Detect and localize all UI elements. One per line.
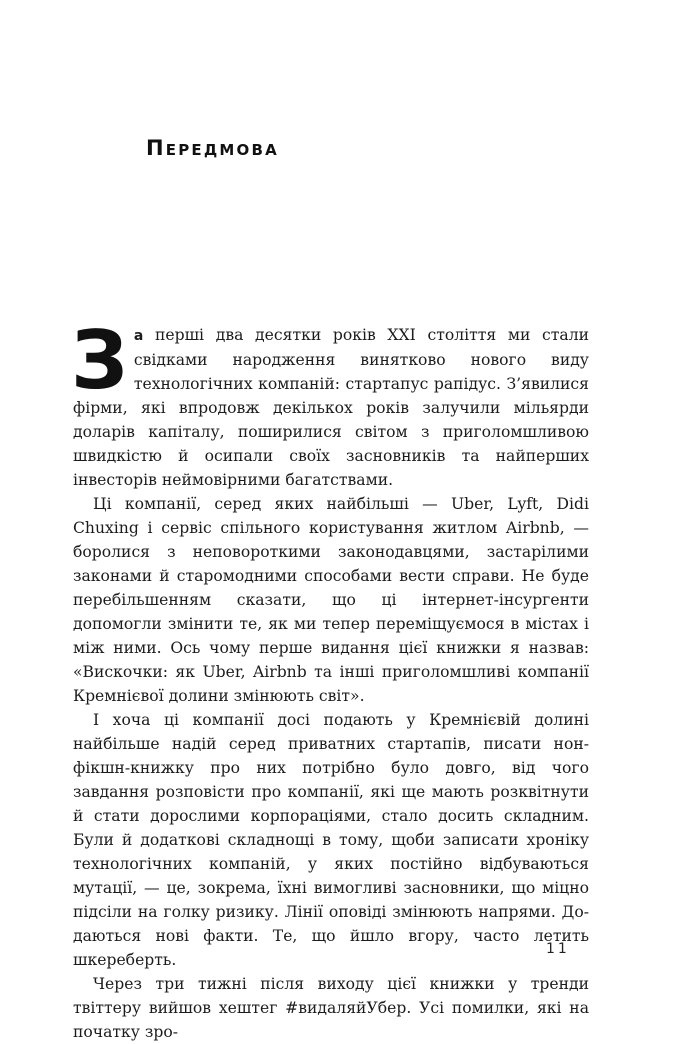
paragraph-1 xyxy=(71,314,589,492)
page-number: 11 xyxy=(546,941,570,957)
paragraph-2: Ці компанії, серед яких найбільші — Uber, Lyft, Didi Chuxing і сервіс спільного користування житлом Airbnb, — боролися з неповороткими законодавцями, застарілими законами й старомодними способами вести справи. Не буде перебільшенням сказати, що ці інтернет-інсургенти допомогли змінити те, як ми тепер переміщуємося в містах і між ними. Ось чому перше видання цієї книжки я назвав: «Вискочки: як Uber, Airbnb та інші приголомшливі компанії Кремнієвої долини змінюють світ». xyxy=(73,495,589,705)
paragraph-1-text: перші два десятки років XXI століття ми стали свідками народження винятково нового виду технологічних компаній: стартапус рапідус. З’явилися фірми, які впродовж декількох років залучили мільярди доларів капіталу, поширилися світом з приголомшливою швидкістю й осипали своїх засновників та найперших інвесторів неймовірними багатствами. xyxy=(73,326,589,489)
body-text xyxy=(71,314,589,1044)
paragraph-4: Через три тижні після виходу цієї книжки у тренди твіттеру вийшов хештег #видаляйУбер. Усі помилки, які на початку зро- xyxy=(73,975,589,1041)
lead-word: а xyxy=(133,328,144,344)
chapter-title: Передмова xyxy=(146,136,279,161)
drop-cap: З xyxy=(71,314,128,407)
paragraph-3: І хоча ці компанії досі подають у Кремнієвій долині найбільше надій серед приватних стартапів, писати нон-фікшн-книжку про них потрібно було довго, від чого завдання розповісти про компанії, які ще мають розквітнути й стати дорослими корпораціями, стало досить складним. Були й додаткові складнощі в тому, щоби записати хроніку технологічних компаній, у яких постійно відбуваються мутації, — це, зокрема, їхні вимогливі засновники, що міцно підсіли на голку ризику. Лінії оповіді змінюють напрями. Додаються нові факти. Те, що йшло вгору, часто летить шкереберть. xyxy=(73,711,589,969)
